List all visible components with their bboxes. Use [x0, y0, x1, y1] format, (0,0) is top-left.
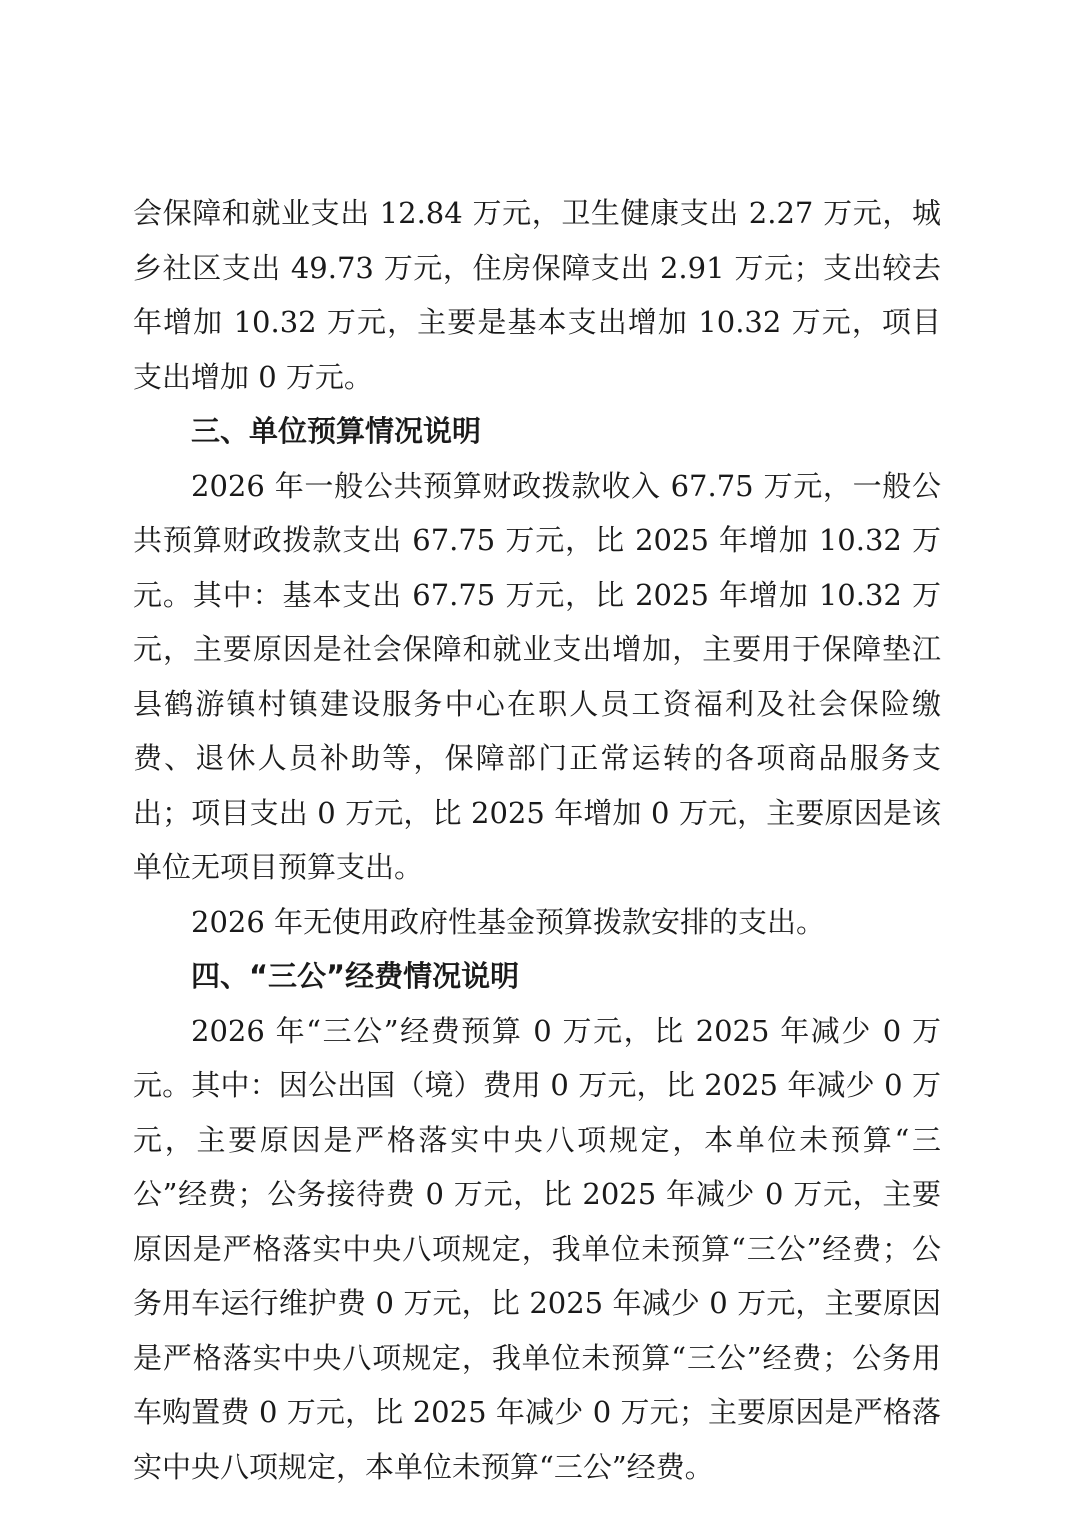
paragraph-government-fund: 2026 年无使用政府性基金预算拨款安排的支出。 [191, 904, 826, 939]
paragraph-general-budget: 2026 年一般公共预算财政拨款收入 67.75 万元，一般公共预算财政拨款支出 67.75 万元，比 2025 年增加 10.32 万元。其中：基本支出 67.75 万元，比 2025 年增加 10.32 万元，主要原因是社会保障和就业支出增加，主要用于保障垫江县鹤游镇村镇建设服务中心在职人员工资福利及社会保险缴费、退休人员补助等，保障部门正常运转的各项商品服务支出；项目支出 0 万元，比 2025 年增加 0 万元，主要原因是该单位无项目预算支出。 [133, 468, 941, 884]
section-heading-unit-budget: 三、单位预算情况说明 [191, 414, 482, 448]
section-heading-three-public-expenses: 四、“三公”经费情况说明 [191, 959, 520, 993]
paragraph-continuation: 会保障和就业支出 12.84 万元，卫生健康支出 2.27 万元，城乡社区支出 49.73 万元，住房保障支出 2.91 万元；支出较去年增加 10.32 万元，主要是基本支出增加 10.32 万元，项目支出增加 0 万元。 [133, 196, 941, 394]
paragraph-three-public-expenses: 2026 年“三公”经费预算 0 万元，比 2025 年减少 0 万元。其中：因公出国（境）费用 0 万元，比 2025 年减少 0 万元，主要原因是严格落实中央八项规定，本单位未预算“三公”经费；公务接待费 0 万元，比 2025 年减少 0 万元，主要原因是严格落实中央八项规定，我单位未预算“三公”经费；公务用车运行维护费 0 万元，比 2025 年减少 0 万元，主要原因是严格落实中央八项规定，我单位未预算“三公”经费；公务用车购置费 0 万元，比 2025 年减少 0 万元；主要原因是严格落实中央八项规定，本单位未预算“三公”经费。 [133, 1013, 941, 1484]
document-page [133, 186, 941, 1494]
